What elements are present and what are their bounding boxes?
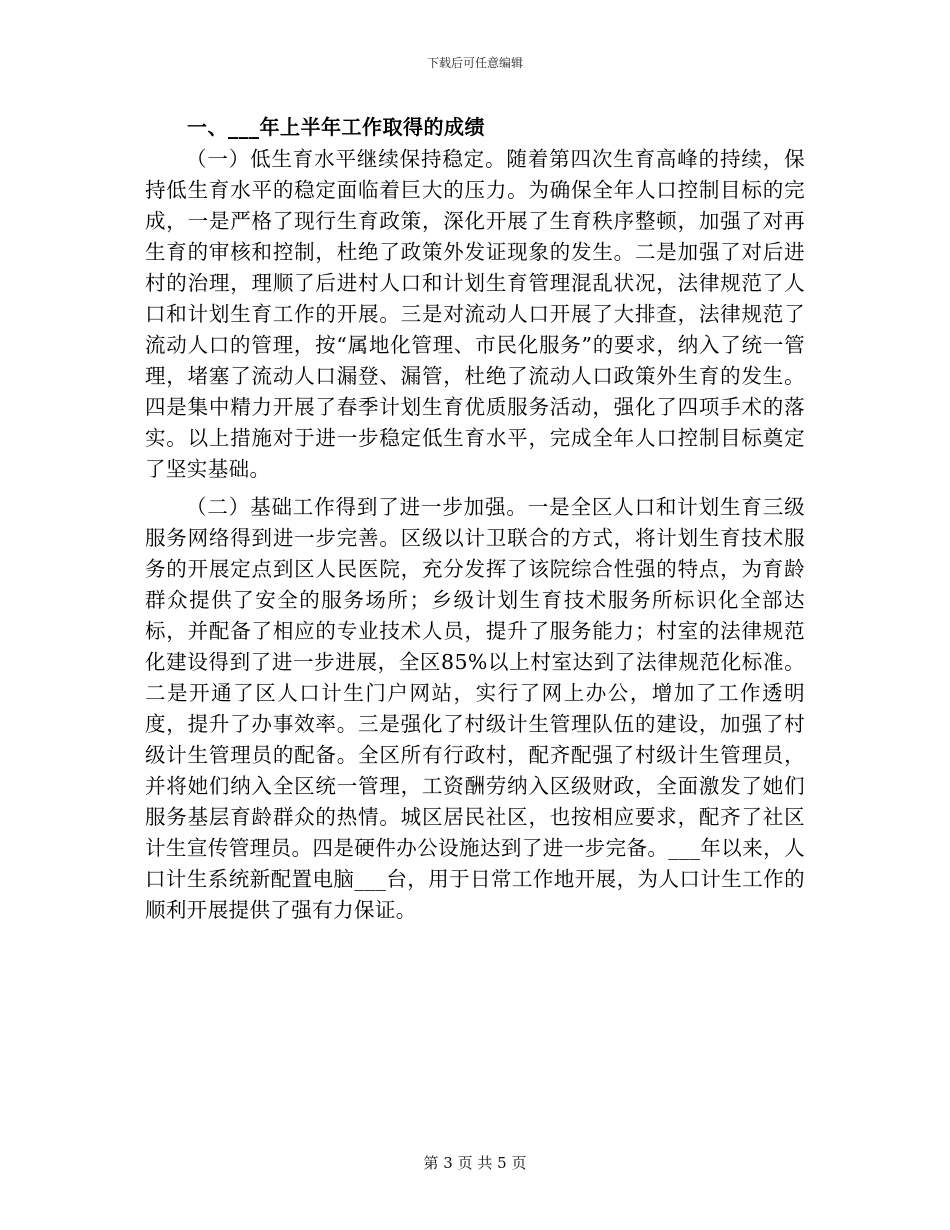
paragraph-1: （一）低生育水平继续保持稳定。随着第四次生育高峰的持续，保持低生育水平的稳定面临着巨大的压力。为确保全年人口控制目标的完成，一是严格了现行生育政策，深化开展了生育秩序整顿，加强了对再生育的审核和控制，杜绝了政策外发证现象的发生。二是加强了对后进村的治理，理顺了后进村人口和计划生育管理混乱状况，法律规范了人口和计划生育工作的开展。三是对流动人口开展了大排查，法律规范了流动人口的管理，按“属地化管理、市民化服务”的要求，纳入了统一管理，堵塞了流动人口漏登、漏管，杜绝了流动人口政策外生育的发生。四是集中精力开展了春季计划生育优质服务活动，强化了四项手术的落实。以上措施对于进一步稳定低生育水平，完成全年人口控制目标奠定了坚实基础。 bbox=[145, 147, 805, 481]
document-body bbox=[145, 110, 805, 926]
paragraph-2: （二）基础工作得到了进一步加强。一是全区人口和计划生育三级服务网络得到进一步完善。区级以计卫联合的方式，将计划生育技术服务的开展定点到区人民医院，充分发挥了该院综合性强的特点，为育龄群众提供了安全的服务场所；乡级计划生育技术服务所标识化全部达标，并配备了相应的专业技术人员，提升了服务能力；村室的法律规范化建设得到了进一步进展，全区85%以上村室达到了法律规范化标准。二是开通了区人口计生门户网站，实行了网上办公，增加了工作透明度，提升了办事效率。三是强化了村级计生管理队伍的建设，加强了村级计生管理员的配备。全区所有行政村，配齐配强了村级计生管理员，并将她们纳入全区统一管理，工资酬劳纳入区级财政，全面激发了她们服务基层育龄群众的热情。城区居民社区，也按相应要求，配齐了社区计生宣传管理员。四是硬件办公设施达到了进一步完备。___年以来，人口计生系统新配置电脑___台，用于日常工作地开展，为人口计生工作的顺利开展提供了强有力保证。 bbox=[145, 495, 805, 922]
page-number-footer: 第 3 页 共 5 页 bbox=[423, 1154, 527, 1172]
section-heading: 一、___年上半年工作取得的成绩 bbox=[187, 115, 485, 139]
page-header-note: 下载后可任意编辑 bbox=[426, 56, 523, 70]
